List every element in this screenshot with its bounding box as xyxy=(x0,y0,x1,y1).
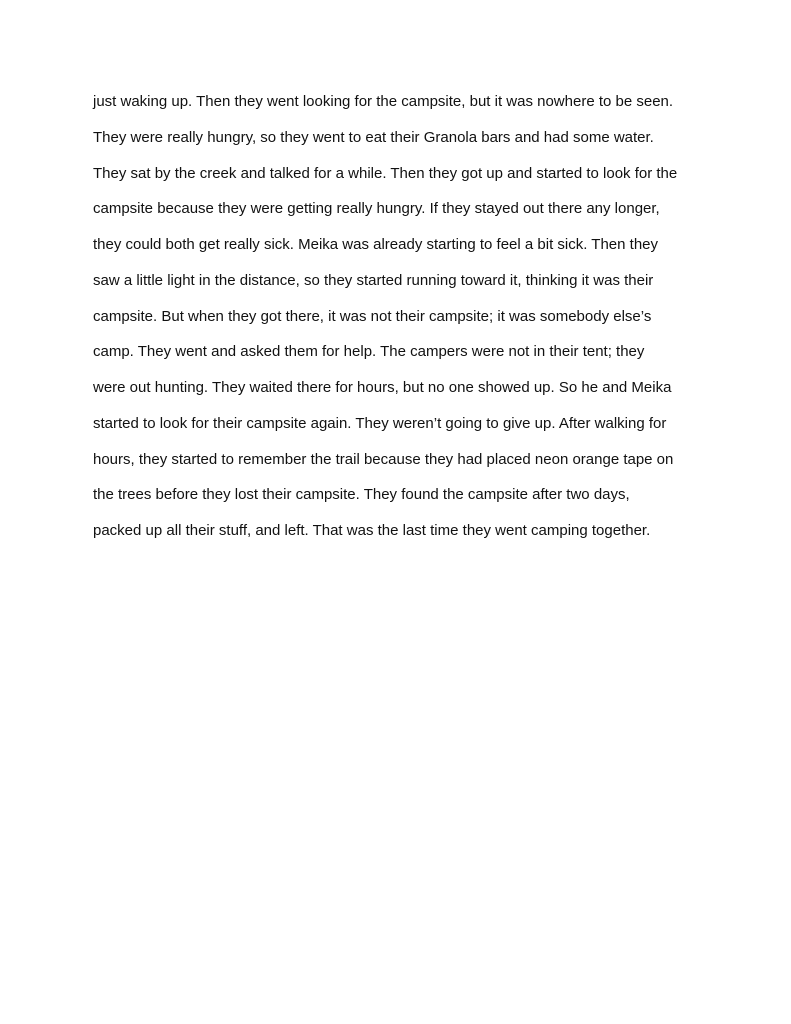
text-line: campsite because they were getting really hungry. If they stayed out there any longer, xyxy=(93,200,660,218)
text-line: They sat by the creek and talked for a while. Then they got up and started to look for the xyxy=(93,164,678,182)
text-line: they could both get really sick. Meika was already starting to feel a bit sick. Then they xyxy=(93,236,659,253)
text-line: started to look for their campsite again. They weren’t going to give up. After walking for xyxy=(93,414,667,432)
text-line: packed up all their stuff, and left. That was the last time they went camping together. xyxy=(93,522,651,539)
text-line: saw a little light in the distance, so they started running toward it, thinking it was their xyxy=(93,271,654,289)
text-line: were out hunting. They waited there for hours, but no one showed up. So he and Meika xyxy=(93,379,672,396)
text-line: hours, they started to remember the trail because they had placed neon orange tape on xyxy=(93,450,674,468)
text-line: just waking up. Then they went looking for the campsite, but it was nowhere to be seen. xyxy=(93,93,674,110)
text-line: They were really hungry, so they went to eat their Granola bars and had some water. xyxy=(93,128,654,146)
text-line: campsite. But when they got there, it was not their campsite; it was somebody else’s xyxy=(93,307,652,325)
text-line: the trees before they lost their campsite. They found the campsite after two days, xyxy=(93,486,630,504)
text-line: camp. They went and asked them for help. The campers were not in their tent; they xyxy=(93,343,645,361)
story-paragraph xyxy=(93,90,713,555)
